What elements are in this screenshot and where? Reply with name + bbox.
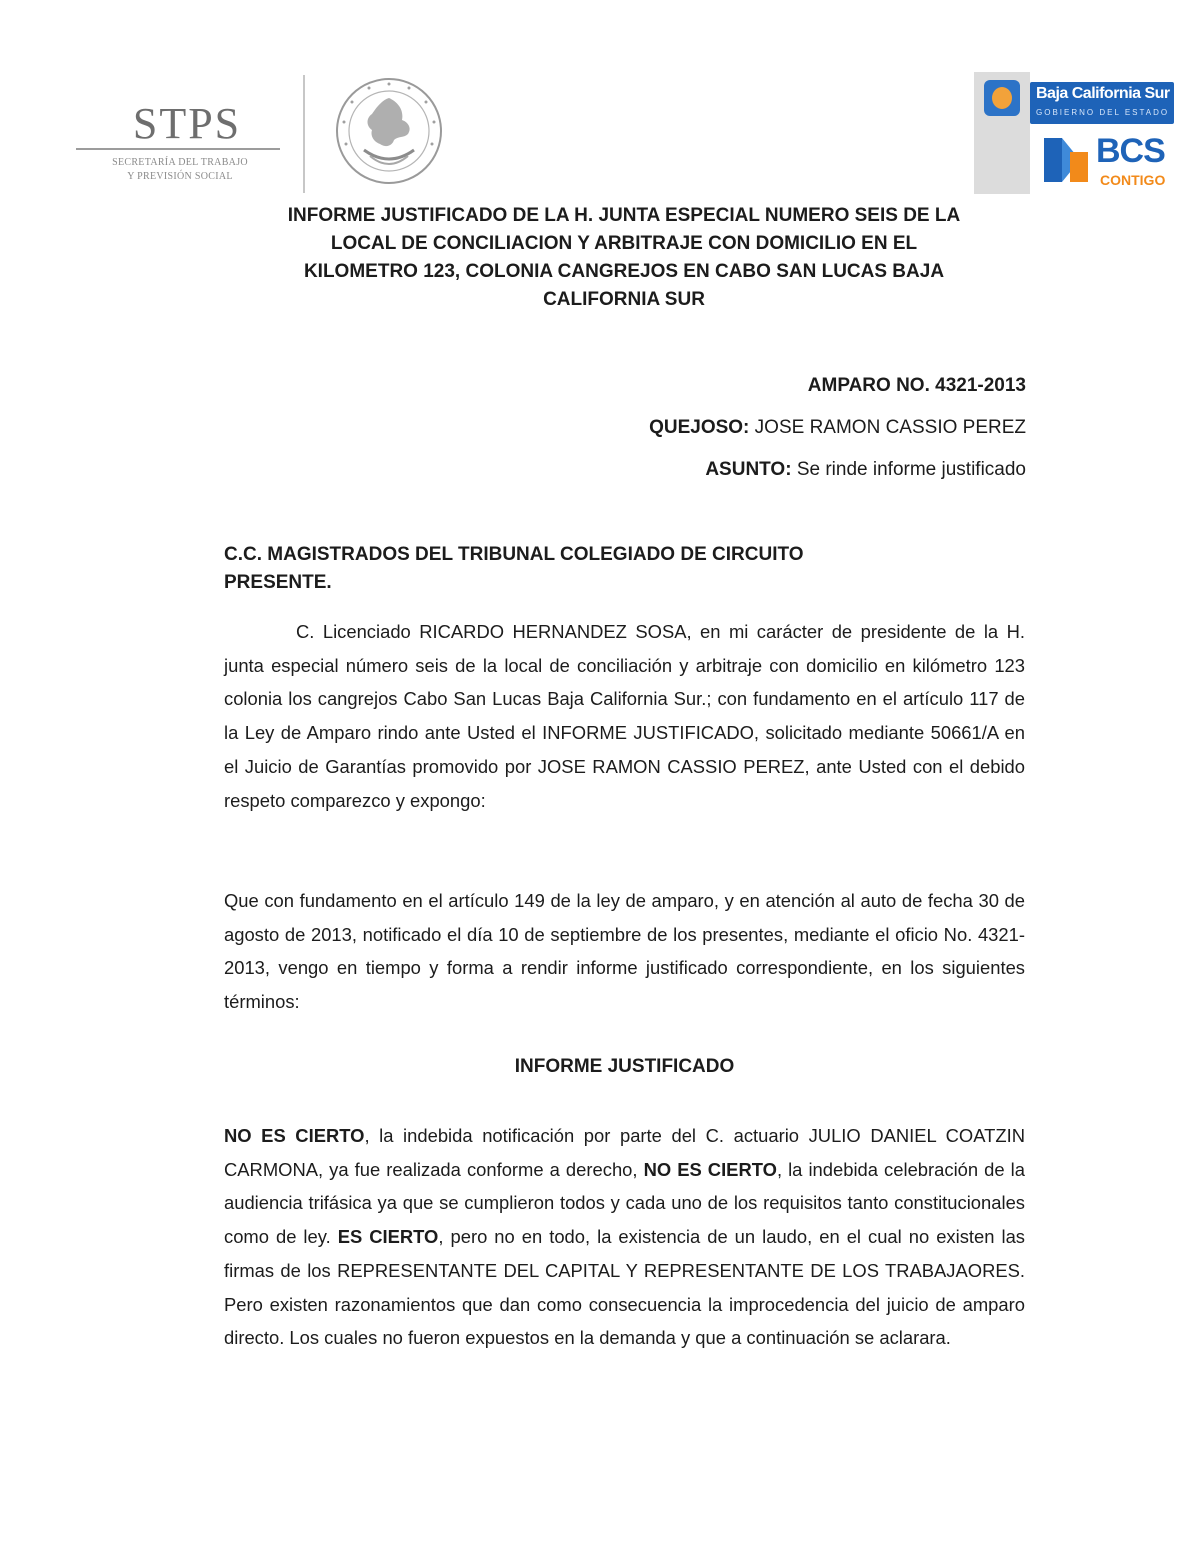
- bcs-banner-subtitle: GOBIERNO DEL ESTADO: [1036, 108, 1170, 117]
- bcs-wordmark: BCS: [1096, 132, 1165, 170]
- stps-rule: [76, 148, 280, 150]
- asunto-value: Se rinde informe justificado: [791, 459, 1026, 480]
- header-divider: [303, 75, 305, 193]
- bold-phrase: ES CIERTO: [337, 1226, 439, 1248]
- bcs-emblem-icon: [984, 80, 1020, 116]
- bold-phrase: NO ES CIERTO: [224, 1125, 365, 1146]
- amparo-number-text: AMPARO NO. 4321-2013: [807, 375, 1026, 396]
- mexican-seal-icon: [334, 76, 444, 186]
- bcs-mark-icon: [1040, 132, 1098, 188]
- quejoso-label: QUEJOSO:: [649, 417, 750, 438]
- title-line: LOCAL DE CONCILIACION Y ARBITRAJE CON DOMICILIO EN EL: [330, 233, 918, 254]
- asunto-label: ASUNTO:: [705, 459, 792, 480]
- quejoso-value: JOSE RAMON CASSIO PEREZ: [749, 417, 1026, 438]
- title-line: CALIFORNIA SUR: [543, 289, 705, 310]
- quejoso-line: [560, 414, 1026, 442]
- report-paragraph: [224, 1119, 1025, 1355]
- title-line: KILOMETRO 123, COLONIA CANGREJOS EN CABO SAN LUCAS BAJA: [303, 261, 945, 282]
- stps-logo: [72, 92, 292, 192]
- asunto-line: [560, 456, 1026, 484]
- bold-phrase: NO ES CIERTO: [643, 1158, 777, 1180]
- title-line: INFORME JUSTIFICADO DE LA H. JUNTA ESPECIAL NUMERO SEIS DE LA: [287, 205, 961, 226]
- intro-paragraph: C. Licenciado RICARDO HERNANDEZ SOSA, en mi carácter de presidente de la H. junta especial número seis de la local de conciliación y arbitraje con domicilio en kilómetro 123 colonia los cangrejos Cabo San Lucas Baja California Sur.; con fundamento en el artículo 117 de la Ley de Amparo rindo ante Usted el INFORME JUSTIFICADO, solicitado mediante 50661/A en el Juicio de Garantías promovido por JOSE RAMON CASSIO PEREZ, ante Usted con el debido respeto comparezco y expongo:: [224, 621, 1025, 811]
- bcs-banner-name: Baja California Sur: [1036, 85, 1170, 102]
- paragraph-text: , pero no en todo, la existencia de un laudo, en el cual no existen las firmas de los REPRESENTANTE DEL CAPITAL Y REPRESENTANTE DE LOS TRABAJAORES. Pero existen razonamientos que dan como consecuencia la improcedencia del juicio de amparo directo. Los cuales no fueron expuestos en la demanda y que a continuación se aclarara.: [224, 1226, 1025, 1349]
- bcs-logo: [974, 72, 1178, 194]
- section-heading: INFORME JUSTIFICADO: [514, 1056, 735, 1077]
- addressee-line: PRESENTE.: [224, 572, 332, 593]
- case-meta: [560, 372, 1026, 498]
- basis-paragraph: Que con fundamento en el artículo 149 de la ley de amparo, y en atención al auto de fecha 30 de agosto de 2013, notificado el día 10 de septiembre de los presentes, mediante el oficio No. 4321-2013, vengo en tiempo y forma a rendir informe justificado correspondiente, en los siguientes términos:: [224, 890, 1025, 1013]
- stps-acronym: STPS: [132, 99, 242, 148]
- bcs-banner: [1030, 82, 1174, 124]
- document-title: [228, 202, 1020, 314]
- amparo-number: [560, 372, 1026, 400]
- addressee: [224, 541, 1024, 597]
- paragraph-text: , la indebida celebración de la audiencia trifásica ya que se cumplieron todos y cada uno de los requisitos tanto constitucionales como de ley.: [224, 1158, 1025, 1248]
- stps-subtitle: SECRETARÍA DEL TRABAJO Y PREVISIÓN SOCIAL: [112, 157, 248, 182]
- paragraph-text: , la indebida notificación por parte del C. actuario JULIO DANIEL COATZIN CARMONA, ya fue realizada conforme a derecho,: [224, 1125, 1026, 1180]
- bcs-tagline: CONTIGO: [1100, 172, 1166, 188]
- addressee-line: C.C. MAGISTRADOS DEL TRIBUNAL COLEGIADO DE CIRCUITO: [224, 544, 804, 565]
